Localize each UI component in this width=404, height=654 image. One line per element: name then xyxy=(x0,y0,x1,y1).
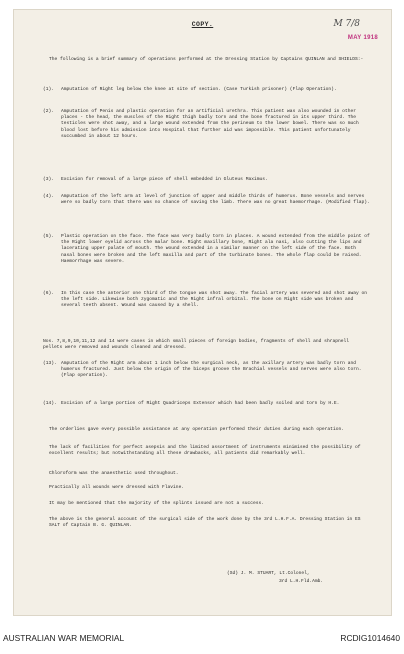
paragraph-orderlies: The orderlies gave every possible assistance at any operation performed their duties during each operation. xyxy=(49,427,344,432)
operation-text: Excision of a large portion of Right Quadriceps Extensor which had been badly soiled and torn by H.E. xyxy=(61,401,340,406)
operation-item xyxy=(43,361,370,380)
date-stamp: MAY 1918 xyxy=(347,35,378,41)
operation-item xyxy=(43,291,370,310)
page-title: COPY. xyxy=(191,21,214,28)
operation-text: Amputation of the left arm at level of junction of upper and middle thirds of humerus. Bone vessels and nerves were so badly torn that there was no chance of saving the limb. There was no great haemorrhage. (Modified flap). xyxy=(61,194,370,206)
operation-item xyxy=(43,177,370,183)
operation-number: (2). xyxy=(43,109,55,114)
operation-item xyxy=(43,87,370,93)
paragraph-splints: It may be mentioned that the majority of the splints issued are not a success. xyxy=(49,501,265,506)
operation-text: Amputation of Right leg below the knee at site of section. (Case Turkish prisoner) (Flap Operation). xyxy=(61,87,337,92)
operation-text: Plastic operation on the face. The face was very badly torn in places. A wound extended from the middle point of the Right lower eyelid across the malar bone. Right maxillary bone, Right ala nasi, also cutting the lips and lacerating upper palate of mouth. The wound extended in a similar manner on the left side of the face. Both nasal bones were broken and the left maxilla and part of the turbinate bones. The whole flap could be raised. Haemorrhage was severe. xyxy=(61,234,370,264)
signature-line: (Sd) J. M. STUART, Lt.Colonel, xyxy=(227,571,310,576)
operation-number: (1). xyxy=(43,87,55,92)
operation-number: (3). xyxy=(43,177,55,182)
operation-item xyxy=(43,109,370,140)
paragraph-chloroform: Chloroform was the anaesthetic used throughout. xyxy=(49,471,179,476)
archive-footer xyxy=(0,630,404,646)
document-page xyxy=(13,9,392,616)
paragraph-facilities: The lack of facilities for perfect asepsis and the limited assortment of instruments minimised the possibility of excellent results; but notwithstanding all these drawbacks, all patients did remarkably well. xyxy=(49,445,361,457)
operation-item xyxy=(43,401,370,407)
operation-text: In this case the anterior one third of the tongue was shot away. The facial artery was severed and shot away on the left side. Likewise both zygomatic and the Right infral orbital. The bone on Right side was broken and several teeth absent. Wound was caused by a shell. xyxy=(61,291,367,309)
operation-item xyxy=(43,234,370,265)
paragraph-dressing: Practically all wounds were dressed with Flavine. xyxy=(49,485,185,490)
signature-unit: 3rd L.H.Fld.Amb. xyxy=(279,579,324,584)
archive-name: AUSTRALIAN WAR MEMORIAL xyxy=(3,633,125,643)
operation-number: (5). xyxy=(43,234,55,239)
operation-number: (6). xyxy=(43,291,55,296)
operation-number: (13). xyxy=(43,361,57,366)
operation-text: Amputation of the Right arm about 1 inch below the surgical neck, as the axillary artery was badly torn and humerus fractured. Just below the origin of the biceps groove the Brachial vessels and nerves were also torn. (Flap operation). xyxy=(61,361,362,379)
intro-paragraph: The following is a brief summary of operations performed at the Dressing Station by Captains QUINLAN and SHIELDS:- xyxy=(49,57,364,62)
operation-number: (4). xyxy=(43,194,55,199)
handwritten-annotation: M 7/8 xyxy=(333,19,360,29)
paragraph-summary: The above is the general account of the surgical side of the work done by the 3rd L.H.F.A. Dressing Station in ES SALT of Captain B. G. QUINLAN. xyxy=(49,517,361,529)
operation-number: (14). xyxy=(43,401,57,406)
cases-note: Nos. 7,8,9,10,11,12 and 14 were cases in which small pieces of foreign bodies, fragments of shell and shrapnell pellets were removed and wounds cleaned and dressed. xyxy=(43,339,349,351)
operation-item xyxy=(43,194,370,206)
operation-text: Excision for removal of a large piece of shell embedded in Gluteus Maximus. xyxy=(61,177,268,182)
operation-text: Amputation of Penis and plastic operation for an artificial urethra. This patient was also wounded in other places - the head, the muscles of the Right thigh badly torn and the bone fractured in its upper third. The testicles were shot away, and a large wound extended from the perineum to the lower bowel. There was so much blood lost before his admission into Hospital that further aid was impossible. This patient unfortunately succumbed in about 12 hours. xyxy=(61,109,359,139)
archive-id: RCDIG1014640 xyxy=(340,633,400,643)
